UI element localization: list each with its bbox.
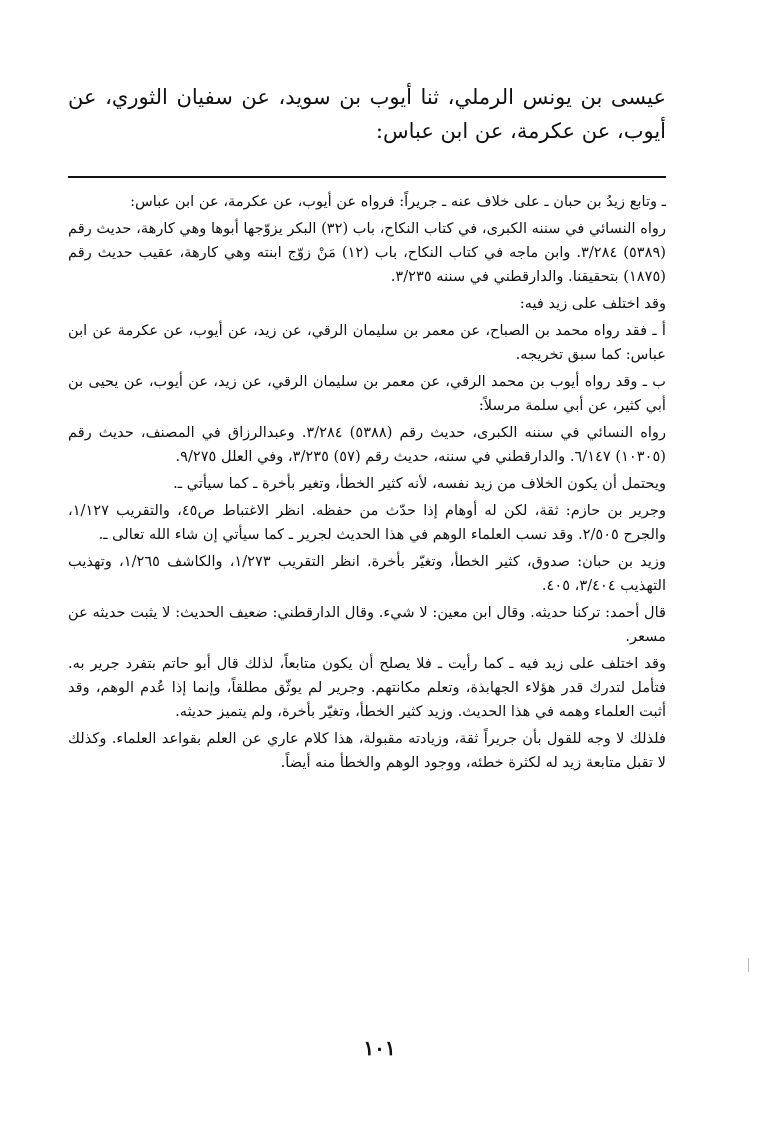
footnote-paragraph: ويحتمل أن يكون الخلاف من زيد نفسه، لأنه كثير الخطأ، وتغير بأخرة ـ كما سيأتي ـ. <box>173 475 666 492</box>
footnote-separator <box>68 176 666 178</box>
footnote-paragraph: وقد اختلف على زيد فيه: <box>519 295 666 312</box>
footnote-paragraph: أ ـ فقد رواه محمد بن الصباح، عن معمر بن سليمان الرقي، عن زيد، عن أيوب، عن عكرمة عن ابن عباس: كما سبق تخريجه. <box>68 322 666 363</box>
footnote-paragraph: قال أحمد: تركنا حديثه. وقال ابن معين: لا شيء. وقال الدارقطني: ضعيف الحديث: لا يثبت حديثه عن مسعر. <box>68 604 666 645</box>
footnote-paragraph: وقد اختلف على زيد فيه ـ كما رأيت ـ فلا يصلح أن يكون متابعاً، لذلك قال أبو حاتم بتفرد جرير به. فتأمل لتدرك قدر هؤلاء الجهابذة، وتعلم مكانتهم. وجرير لم يوثّق مطلقاً، وإنما إذا عُدم الوهم، وقد أثبت العلماء وهمه في هذا الحديث. وزيد كثير الخطأ، وتغيّر بأخرة، ولم يتميز حديثه. <box>68 655 666 720</box>
footnote-paragraph: رواه النسائي في سننه الكبرى، حديث رقم (٥٣٨٨) ٣/٢٨٤. وعبدالرزاق في المصنف، حديث رقم (١٠٣٠٥) ٦/١٤٧. والدارقطني في سننه، حديث رقم (٥٧) ٣/٢٣٥، وفي العلل ٩/٢٧٥. <box>68 424 666 465</box>
page-body <box>68 74 666 778</box>
footnote-paragraph: ب ـ وقد رواه أيوب بن محمد الرقي، عن معمر بن سليمان الرقي، عن زيد، عن أيوب، عن يحيى بن أبي كثير، عن أبي سلمة مرسلاً: <box>68 373 666 414</box>
footnote-paragraph: وزيد بن حبان: صدوق، كثير الخطأ، وتغيّر بأخرة. انظر التقريب ١/٢٧٣، والكاشف ١/٢٦٥، وتهذيب التهذيب ٣/٤٠٤، ٤٠٥. <box>68 553 666 594</box>
footnotes <box>68 190 666 775</box>
page-number: ١٠١ <box>363 1036 396 1060</box>
footnote-paragraph: فلذلك لا وجه للقول بأن جريراً ثقة، وزيادته مقبولة، هذا كلام عاري عن العلم بقواعد العلماء. وكذلك لا تقبل متابعة زيد له لكثرة خطئه، ووجود الوهم والخطأ منه أيضاً. <box>68 730 666 771</box>
footnote-paragraph: ـ وتابع زيدُ بن حبان ـ على خلاف عنه ـ جريراً: فرواه عن أيوب، عن عكرمة، عن ابن عباس: <box>130 193 666 210</box>
footnote-paragraph: رواه النسائي في سننه الكبرى، في كتاب النكاح، باب (٣٢) البكر يزوّجها أبوها وهي كارهة، حديث رقم (٥٣٨٩) ٣/٢٨٤. وابن ماجه في كتاب النكاح، باب (١٢) مَنْ زوّج ابنته وهي كارهة، عقيب حديث رقم (١٨٧٥) بتحقيقنا. والدارقطني في سننه ٣/٢٣٥. <box>68 220 666 285</box>
scan-mark <box>748 958 749 972</box>
footnote-paragraph: وجرير بن حازم: ثقة، لكن له أوهام إذا حدّث من حفظه. انظر الاغتباط ص٤٥، والتقريب ١/١٢٧، والجرح ٢/٥٠٥. وقد نسب العلماء الوهم في هذا الحديث لجرير ـ كما سيأتي إن شاء الله تعالى ـ. <box>68 502 666 543</box>
main-text: عيسى بن يونس الرملي، ثنا أيوب بن سويد، عن سفيان الثوري، عن أيوب، عن عكرمة، عن ابن عباس: <box>68 85 666 143</box>
